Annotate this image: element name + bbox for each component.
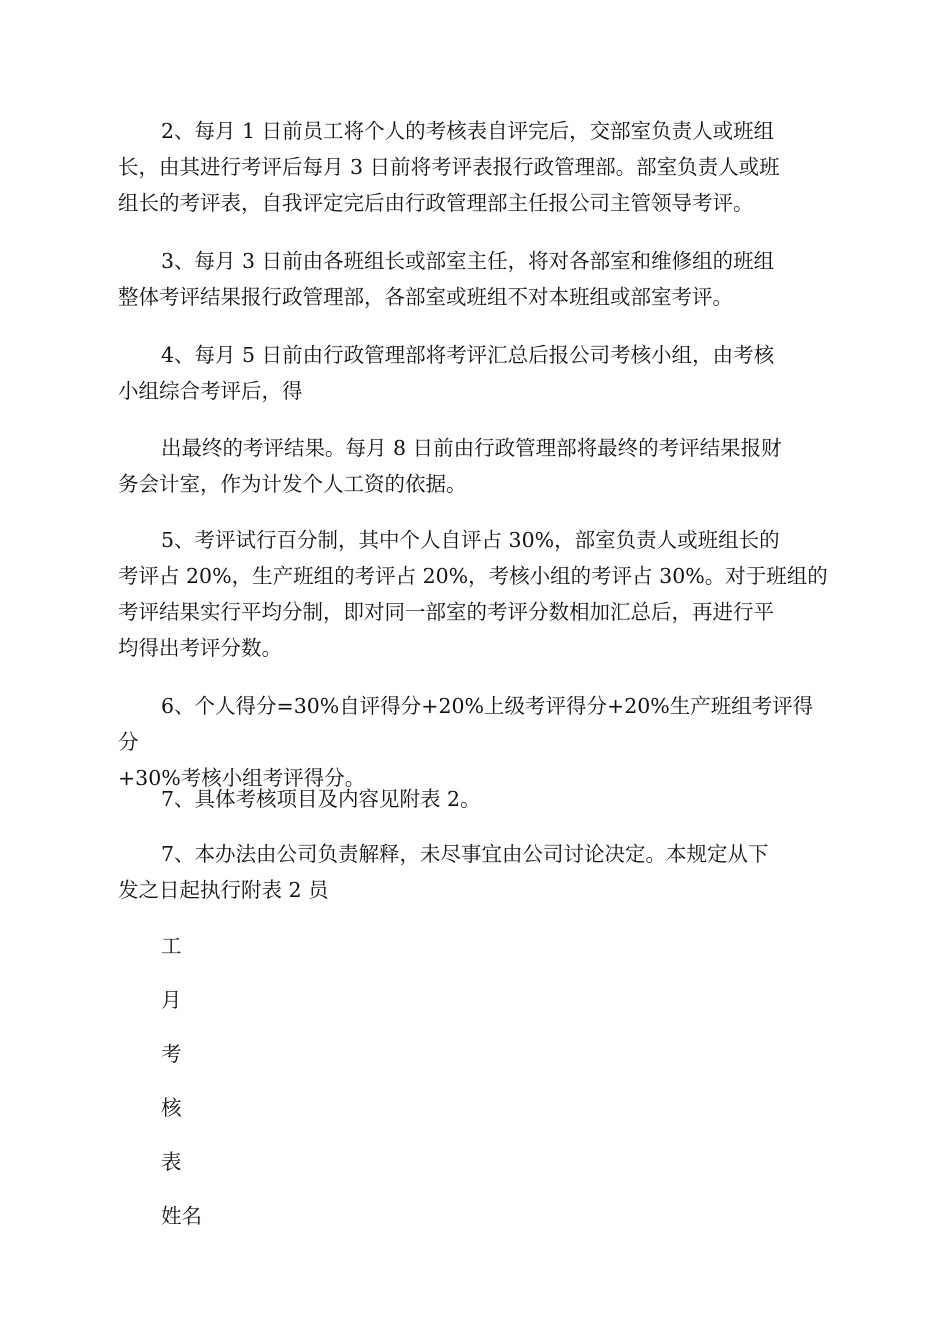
vertical-title-char: 表	[161, 1150, 182, 1174]
line: 4、每月 5 日前由行政管理部将考评汇总后报公司考核小组，由考核	[161, 343, 775, 367]
line: 均得出考评分数。	[118, 636, 282, 660]
vertical-title-char: 考	[161, 1042, 182, 1066]
vertical-title-char: 工	[161, 934, 182, 958]
line: +30%考核小组考评得分。	[118, 766, 366, 790]
line: 6、个人得分=30%自评得分+20%上级考评得分+20%生产班组考评得分	[118, 694, 814, 754]
paragraph-2	[118, 113, 832, 221]
line: 组长的考评表，自我评定完后由行政管理部主任报公司主管领导考评。	[118, 191, 754, 215]
line: 出最终的考评结果。每月 8 日前由行政管理部将最终的考评结果报财	[161, 436, 782, 460]
line: 2、每月 1 日前员工将个人的考核表自评完后，交部室负责人或班组	[161, 119, 775, 143]
line: 务会计室，作为计发个人工资的依据。	[118, 472, 467, 496]
line: 长，由其进行考评后每月 3 日前将考评表报行政管理部。部室负责人或班	[118, 155, 780, 179]
paragraph-7a	[118, 781, 832, 817]
paragraph-5	[118, 522, 832, 666]
line: 考评结果实行平均分制，即对同一部室的考评分数相加汇总后，再进行平	[118, 600, 774, 624]
vertical-title-char: 核	[161, 1096, 182, 1120]
vertical-title-char: 姓名	[161, 1204, 202, 1228]
line: 整体考评结果报行政管理部，各部室或班组不对本班组或部室考评。	[118, 285, 733, 309]
line: 考评占 20%，生产班组的考评占 20%，考核小组的考评占 30%。对于班组的	[118, 564, 828, 588]
vertical-title-char: 月	[161, 988, 182, 1012]
paragraph-7b	[118, 836, 832, 908]
line: 3、每月 3 日前由各班组长或部室主任，将对各部室和维修组的班组	[161, 249, 775, 273]
line: 5、考评试行百分制，其中个人自评占 30%，部室负责人或班组长的	[161, 528, 780, 552]
paragraph-6	[118, 688, 832, 796]
line: 发之日起执行附表 2 员	[118, 878, 329, 902]
paragraph-4-continued	[118, 430, 832, 502]
paragraph-4	[118, 337, 832, 409]
line: 7、本办法由公司负责解释，未尽事宜由公司讨论决定。本规定从下	[161, 842, 769, 866]
paragraph-3	[118, 243, 832, 315]
line: 7、具体考核项目及内容见附表 2。	[161, 787, 481, 811]
line: 小组综合考评后，得	[118, 379, 303, 403]
